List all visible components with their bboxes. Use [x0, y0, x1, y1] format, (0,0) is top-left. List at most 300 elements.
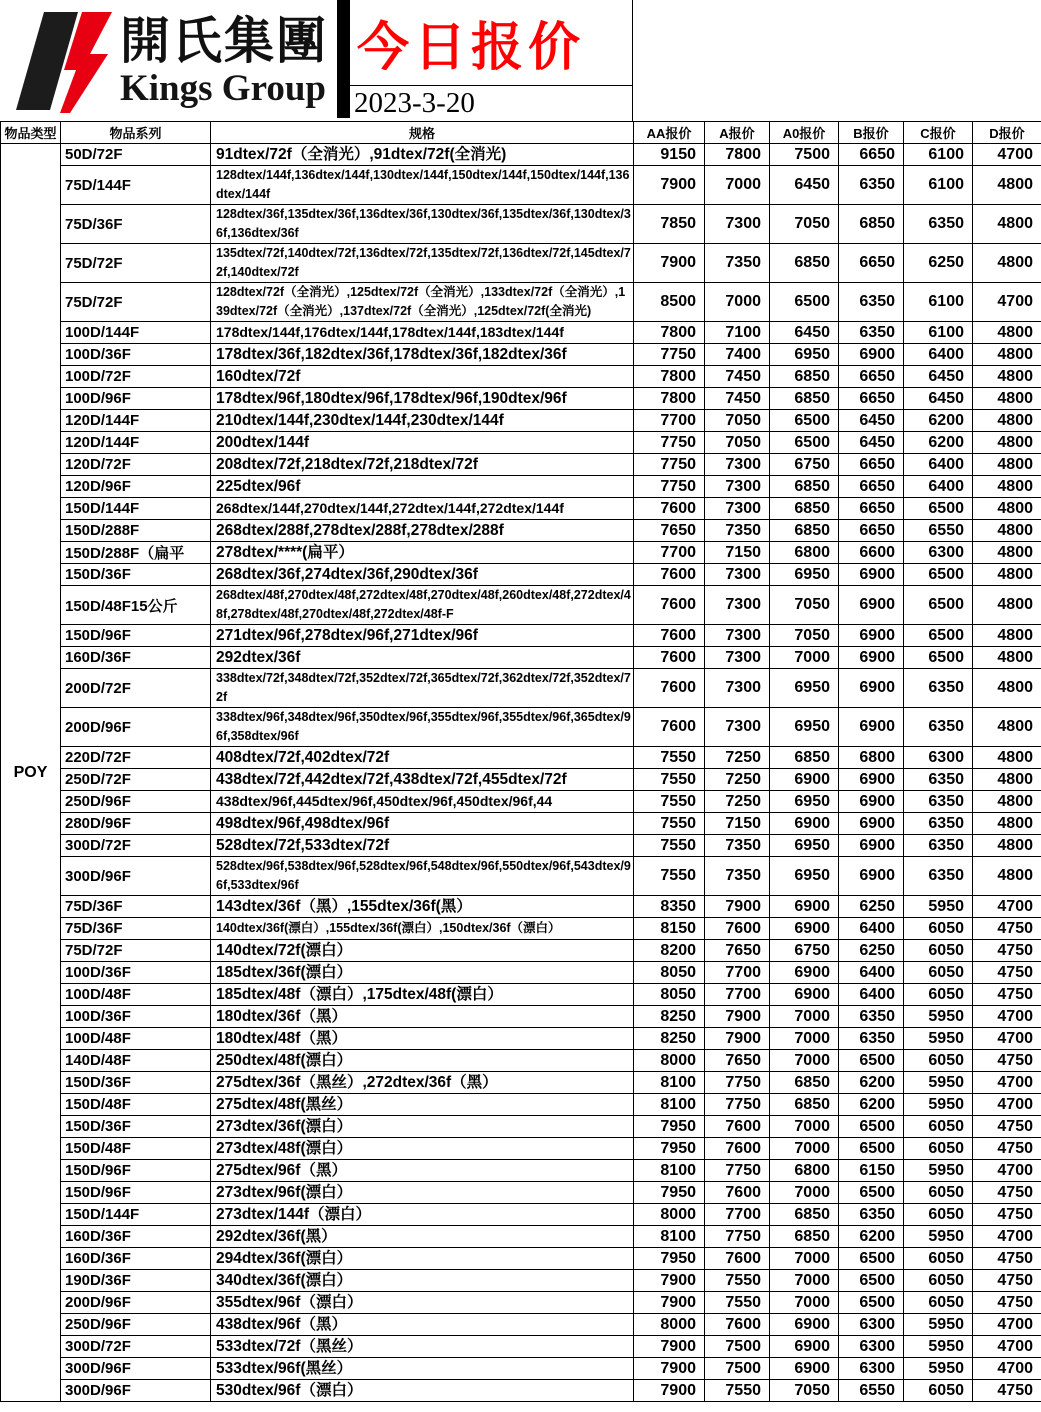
- table-row: [1, 791, 1041, 813]
- price-cell: 6350: [839, 1006, 904, 1028]
- price-cell: 6050: [904, 1182, 973, 1204]
- page-title: 今日报价: [357, 19, 586, 77]
- series-cell: 75D/72F: [61, 244, 211, 283]
- price-cell: 6400: [839, 918, 904, 940]
- table-row: [1, 1270, 1041, 1292]
- price-cell: 4700: [973, 1336, 1041, 1358]
- price-cell: 7900: [705, 1028, 770, 1050]
- price-cell: 4800: [973, 410, 1041, 432]
- price-cell: 6850: [770, 388, 839, 410]
- table-row: [1, 669, 1041, 708]
- table-row: [1, 166, 1041, 205]
- price-cell: 6950: [770, 708, 839, 747]
- column-header-0: 物品类型: [1, 122, 61, 144]
- price-cell: 6800: [839, 747, 904, 769]
- price-cell: 6400: [904, 344, 973, 366]
- spec-cell: 268dtex/36f,274dtex/36f,290dtex/36f: [211, 564, 634, 586]
- price-cell: 7750: [634, 344, 705, 366]
- price-cell: 6300: [904, 747, 973, 769]
- price-cell: 8100: [634, 1072, 705, 1094]
- price-cell: 7150: [705, 542, 770, 564]
- price-cell: 6850: [770, 366, 839, 388]
- price-cell: 6650: [839, 144, 904, 166]
- price-cell: 6800: [770, 1160, 839, 1182]
- price-cell: 7300: [705, 564, 770, 586]
- price-cell: 7550: [705, 1292, 770, 1314]
- price-cell: 6100: [904, 144, 973, 166]
- table-row: [1, 1248, 1041, 1270]
- spec-cell: 268dtex/288f,278dtex/288f,278dtex/288f: [211, 520, 634, 542]
- price-cell: 6350: [839, 283, 904, 322]
- price-cell: 7600: [634, 647, 705, 669]
- price-cell: 7700: [634, 410, 705, 432]
- price-cell: 5950: [904, 1336, 973, 1358]
- price-cell: 5950: [904, 1006, 973, 1028]
- column-header-1: 物品系列: [61, 122, 211, 144]
- table-row: [1, 813, 1041, 835]
- price-cell: 4700: [973, 1094, 1041, 1116]
- price-cell: 7950: [634, 1116, 705, 1138]
- table-row: [1, 1314, 1041, 1336]
- table-row: [1, 476, 1041, 498]
- price-cell: 7600: [705, 918, 770, 940]
- series-cell: 75D/36F: [61, 918, 211, 940]
- spec-cell: 275dtex/36f（黑丝）,272dtex/36f（黑）: [211, 1072, 634, 1094]
- price-cell: 6950: [770, 835, 839, 857]
- price-cell: 7100: [705, 322, 770, 344]
- price-cell: 6450: [839, 410, 904, 432]
- price-cell: 6050: [904, 1248, 973, 1270]
- price-cell: 4800: [973, 205, 1041, 244]
- price-cell: 4750: [973, 1380, 1041, 1402]
- series-cell: 150D/48F: [61, 1094, 211, 1116]
- spec-cell: 128dtex/72f（全消光）,125dtex/72f（全消光）,133dtex/72f（全消光）,139dtex/72f（全消光）,137dtex/72f（全消光）,125dtex/72f(全消光): [211, 283, 634, 322]
- price-cell: 7900: [705, 1006, 770, 1028]
- price-cell: 6750: [770, 454, 839, 476]
- price-cell: 6400: [839, 984, 904, 1006]
- price-cell: 6900: [839, 647, 904, 669]
- price-cell: 8000: [634, 1050, 705, 1072]
- price-cell: 6350: [904, 708, 973, 747]
- price-cell: 4750: [973, 1116, 1041, 1138]
- price-cell: 6900: [770, 813, 839, 835]
- series-cell: 150D/36F: [61, 564, 211, 586]
- column-header-4: A报价: [705, 122, 770, 144]
- price-cell: 6900: [770, 1314, 839, 1336]
- table-row: [1, 322, 1041, 344]
- price-cell: 7800: [634, 366, 705, 388]
- price-cell: 7300: [705, 647, 770, 669]
- price-cell: 7900: [634, 1380, 705, 1402]
- series-cell: 75D/36F: [61, 205, 211, 244]
- table-row: [1, 410, 1041, 432]
- price-cell: 8100: [634, 1226, 705, 1248]
- price-cell: 6050: [904, 918, 973, 940]
- spec-cell: 180dtex/48f（黑）: [211, 1028, 634, 1050]
- price-cell: 4800: [973, 498, 1041, 520]
- spec-cell: 185dtex/36f(漂白）: [211, 962, 634, 984]
- price-cell: 6850: [770, 747, 839, 769]
- price-cell: 4800: [973, 476, 1041, 498]
- price-cell: 6200: [904, 432, 973, 454]
- spec-cell: 178dtex/36f,182dtex/36f,178dtex/36f,182dtex/36f: [211, 344, 634, 366]
- table-row: [1, 747, 1041, 769]
- price-cell: 7900: [634, 1270, 705, 1292]
- spec-cell: 533dtex/96f(黑丝）: [211, 1358, 634, 1380]
- price-cell: 6350: [904, 791, 973, 813]
- table-row: [1, 1072, 1041, 1094]
- price-cell: 5950: [904, 1160, 973, 1182]
- spec-cell: 250dtex/48f(漂白）: [211, 1050, 634, 1072]
- series-cell: 150D/48F: [61, 1138, 211, 1160]
- price-cell: 4750: [973, 1050, 1041, 1072]
- price-cell: 4750: [973, 962, 1041, 984]
- price-cell: 6050: [904, 1270, 973, 1292]
- price-cell: 7650: [705, 1050, 770, 1072]
- series-cell: 100D/36F: [61, 962, 211, 984]
- price-cell: 6100: [904, 166, 973, 205]
- series-cell: 150D/96F: [61, 625, 211, 647]
- price-cell: 6900: [839, 586, 904, 625]
- price-cell: 6050: [904, 940, 973, 962]
- price-cell: 7900: [634, 1358, 705, 1380]
- price-cell: 7000: [770, 647, 839, 669]
- price-cell: 7950: [634, 1182, 705, 1204]
- spec-cell: 498dtex/96f,498dtex/96f: [211, 813, 634, 835]
- price-cell: 7000: [770, 1292, 839, 1314]
- price-cell: 7000: [770, 1182, 839, 1204]
- price-cell: 7600: [634, 586, 705, 625]
- price-cell: 6300: [839, 1336, 904, 1358]
- price-cell: 6950: [770, 791, 839, 813]
- price-cell: 4750: [973, 1204, 1041, 1226]
- table-row: [1, 1336, 1041, 1358]
- price-cell: 4800: [973, 322, 1041, 344]
- price-cell: 4800: [973, 520, 1041, 542]
- price-cell: 4800: [973, 388, 1041, 410]
- price-cell: 6650: [839, 366, 904, 388]
- price-cell: 6500: [839, 1182, 904, 1204]
- table-row: [1, 586, 1041, 625]
- series-cell: 220D/72F: [61, 747, 211, 769]
- spec-cell: 140dtex/36f(漂白）,155dtex/36f(漂白）,150dtex/36f（漂白）: [211, 918, 634, 940]
- price-cell: 6950: [770, 669, 839, 708]
- spec-cell: 273dtex/48f(漂白）: [211, 1138, 634, 1160]
- price-cell: 6900: [839, 344, 904, 366]
- price-cell: 4750: [973, 1248, 1041, 1270]
- table-row: [1, 244, 1041, 283]
- spec-cell: 185dtex/48f（漂白）,175dtex/48f(漂白）: [211, 984, 634, 1006]
- table-row: [1, 454, 1041, 476]
- price-table-body: [1, 144, 1041, 1402]
- price-cell: 4750: [973, 1270, 1041, 1292]
- price-cell: 7600: [634, 669, 705, 708]
- price-cell: 4800: [973, 166, 1041, 205]
- series-cell: 250D/96F: [61, 1314, 211, 1336]
- series-cell: 75D/36F: [61, 896, 211, 918]
- price-cell: 6500: [770, 432, 839, 454]
- price-cell: 7600: [705, 1314, 770, 1336]
- price-cell: 4800: [973, 244, 1041, 283]
- series-cell: 150D/36F: [61, 1072, 211, 1094]
- price-cell: 7550: [634, 791, 705, 813]
- price-cell: 7050: [705, 410, 770, 432]
- price-cell: 6850: [770, 1072, 839, 1094]
- price-cell: 6200: [839, 1226, 904, 1248]
- price-cell: 4700: [973, 1314, 1041, 1336]
- price-cell: 7050: [770, 1380, 839, 1402]
- spec-cell: 408dtex/72f,402dtex/72f: [211, 747, 634, 769]
- price-cell: 7850: [634, 205, 705, 244]
- price-cell: 7950: [634, 1248, 705, 1270]
- price-cell: 8000: [634, 1204, 705, 1226]
- price-cell: 7500: [705, 1336, 770, 1358]
- price-cell: 6900: [770, 962, 839, 984]
- table-row: [1, 520, 1041, 542]
- series-cell: 75D/144F: [61, 166, 211, 205]
- price-cell: 6500: [904, 586, 973, 625]
- price-cell: 7400: [705, 344, 770, 366]
- series-cell: 160D/36F: [61, 647, 211, 669]
- series-cell: 300D/96F: [61, 1358, 211, 1380]
- price-cell: 6350: [839, 322, 904, 344]
- spec-cell: 268dtex/48f,270dtex/48f,272dtex/48f,270dtex/48f,260dtex/48f,272dtex/48f,278dtex/48f,270dtex/48f,272dtex/48f-F: [211, 586, 634, 625]
- price-cell: 6350: [839, 166, 904, 205]
- price-cell: 7050: [770, 625, 839, 647]
- price-cell: 7050: [770, 205, 839, 244]
- logo-chinese-name: 開氏集團: [120, 12, 328, 69]
- price-cell: 6650: [839, 520, 904, 542]
- column-header-6: B报价: [839, 122, 904, 144]
- price-cell: 8100: [634, 1160, 705, 1182]
- price-cell: 9150: [634, 144, 705, 166]
- price-cell: 7550: [634, 835, 705, 857]
- quote-date: 2023-3-20: [354, 87, 475, 119]
- kings-group-logo: [0, 0, 337, 121]
- price-cell: 6650: [839, 498, 904, 520]
- price-cell: 6050: [904, 1380, 973, 1402]
- series-cell: 250D/96F: [61, 791, 211, 813]
- price-cell: 6050: [904, 1050, 973, 1072]
- price-cell: 7700: [705, 984, 770, 1006]
- column-header-3: AA报价: [634, 122, 705, 144]
- price-cell: 7300: [705, 669, 770, 708]
- price-cell: 7300: [705, 708, 770, 747]
- price-cell: 7650: [634, 520, 705, 542]
- price-cell: 5950: [904, 1094, 973, 1116]
- price-cell: 7800: [634, 322, 705, 344]
- table-row: [1, 344, 1041, 366]
- price-cell: 7000: [705, 283, 770, 322]
- spec-cell: 528dtex/96f,538dtex/96f,528dtex/96f,548dtex/96f,550dtex/96f,543dtex/96f,533dtex/96f: [211, 857, 634, 896]
- price-cell: 7250: [705, 769, 770, 791]
- series-cell: 150D/144F: [61, 498, 211, 520]
- spec-cell: 294dtex/36f(漂白）: [211, 1248, 634, 1270]
- series-cell: 200D/72F: [61, 669, 211, 708]
- spec-cell: 273dtex/96f(漂白）: [211, 1182, 634, 1204]
- table-row: [1, 432, 1041, 454]
- price-cell: 6250: [839, 896, 904, 918]
- price-cell: 6850: [770, 244, 839, 283]
- price-cell: 6150: [839, 1160, 904, 1182]
- price-cell: 7000: [770, 1006, 839, 1028]
- table-row: [1, 984, 1041, 1006]
- series-cell: 190D/36F: [61, 1270, 211, 1292]
- series-cell: 50D/72F: [61, 144, 211, 166]
- table-row: [1, 1160, 1041, 1182]
- price-cell: 7550: [634, 747, 705, 769]
- price-cell: 6850: [770, 498, 839, 520]
- price-cell: 6850: [770, 1094, 839, 1116]
- price-cell: 4800: [973, 708, 1041, 747]
- price-cell: 7300: [705, 205, 770, 244]
- spec-cell: 273dtex/36f(漂白）: [211, 1116, 634, 1138]
- date-cell: [350, 86, 632, 121]
- header-divider-bar: [337, 0, 350, 118]
- price-cell: 5950: [904, 1028, 973, 1050]
- table-row: [1, 366, 1041, 388]
- price-cell: 7300: [705, 498, 770, 520]
- price-cell: 4750: [973, 984, 1041, 1006]
- price-cell: 6500: [904, 625, 973, 647]
- price-cell: 7300: [705, 625, 770, 647]
- price-cell: 6050: [904, 1292, 973, 1314]
- spec-cell: 225dtex/96f: [211, 476, 634, 498]
- column-header-8: D报价: [973, 122, 1041, 144]
- price-cell: 4800: [973, 586, 1041, 625]
- header-empty-area: [633, 0, 1041, 121]
- price-cell: 6500: [839, 1270, 904, 1292]
- price-cell: 6200: [904, 410, 973, 432]
- price-cell: 4800: [973, 366, 1041, 388]
- series-cell: 150D/36F: [61, 1116, 211, 1138]
- spec-cell: 438dtex/72f,442dtex/72f,438dtex/72f,455dtex/72f: [211, 769, 634, 791]
- table-row: [1, 769, 1041, 791]
- spec-cell: 135dtex/72f,140dtex/72f,136dtex/72f,135dtex/72f,136dtex/72f,145dtex/72f,140dtex/72f: [211, 244, 634, 283]
- table-row: [1, 647, 1041, 669]
- price-cell: 4800: [973, 669, 1041, 708]
- spec-cell: 210dtex/144f,230dtex/144f,230dtex/144f: [211, 410, 634, 432]
- spec-cell: 275dtex/48f(黑丝）: [211, 1094, 634, 1116]
- price-cell: 6350: [839, 1204, 904, 1226]
- table-row: [1, 1204, 1041, 1226]
- price-cell: 4800: [973, 542, 1041, 564]
- price-cell: 6650: [839, 244, 904, 283]
- price-cell: 6350: [904, 857, 973, 896]
- price-cell: 4800: [973, 747, 1041, 769]
- price-cell: 7900: [705, 896, 770, 918]
- price-cell: 6050: [904, 1116, 973, 1138]
- series-cell: 75D/72F: [61, 940, 211, 962]
- price-cell: 7750: [634, 432, 705, 454]
- price-cell: 6500: [904, 498, 973, 520]
- price-cell: 7350: [705, 520, 770, 542]
- price-cell: 6900: [839, 625, 904, 647]
- price-cell: 6600: [839, 542, 904, 564]
- spec-cell: 143dtex/36f（黑）,155dtex/36f(黑）: [211, 896, 634, 918]
- price-cell: 7300: [705, 454, 770, 476]
- table-row: [1, 1050, 1041, 1072]
- price-cell: 6450: [770, 322, 839, 344]
- price-cell: 6900: [839, 791, 904, 813]
- price-cell: 6850: [770, 476, 839, 498]
- table-row: [1, 962, 1041, 984]
- price-cell: 7800: [705, 144, 770, 166]
- price-cell: 6400: [839, 962, 904, 984]
- series-cell: 120D/96F: [61, 476, 211, 498]
- series-cell: 300D/72F: [61, 835, 211, 857]
- price-cell: 5950: [904, 1314, 973, 1336]
- spec-cell: 178dtex/96f,180dtex/96f,178dtex/96f,190dtex/96f: [211, 388, 634, 410]
- price-cell: 8350: [634, 896, 705, 918]
- table-row: [1, 1138, 1041, 1160]
- table-row: [1, 1094, 1041, 1116]
- price-cell: 6500: [904, 564, 973, 586]
- price-cell: 4750: [973, 918, 1041, 940]
- spec-cell: 338dtex/72f,348dtex/72f,352dtex/72f,365dtex/72f,362dtex/72f,352dtex/72f: [211, 669, 634, 708]
- price-cell: 6850: [839, 205, 904, 244]
- table-row: [1, 144, 1041, 166]
- spec-cell: 278dtex/****(扁平）: [211, 542, 634, 564]
- price-cell: 7600: [634, 564, 705, 586]
- price-cell: 7900: [634, 1292, 705, 1314]
- price-cell: 6900: [839, 813, 904, 835]
- price-cell: 6050: [904, 962, 973, 984]
- column-header-7: C报价: [904, 122, 973, 144]
- series-cell: 100D/48F: [61, 984, 211, 1006]
- title-block: [350, 0, 633, 121]
- series-cell: 100D/36F: [61, 1006, 211, 1028]
- price-cell: 6450: [839, 432, 904, 454]
- price-cell: 6800: [770, 542, 839, 564]
- price-cell: 4800: [973, 647, 1041, 669]
- price-cell: 7250: [705, 791, 770, 813]
- price-cell: 6050: [904, 984, 973, 1006]
- price-cell: 6950: [770, 857, 839, 896]
- spec-cell: 180dtex/36f（黑）: [211, 1006, 634, 1028]
- price-cell: 7150: [705, 813, 770, 835]
- spec-cell: 128dtex/144f,136dtex/144f,130dtex/144f,150dtex/144f,150dtex/144f,136dtex/144f: [211, 166, 634, 205]
- series-cell: 150D/48F15公斤: [61, 586, 211, 625]
- price-cell: 4700: [973, 144, 1041, 166]
- price-cell: 7600: [705, 1248, 770, 1270]
- price-cell: 6250: [839, 940, 904, 962]
- spec-cell: 438dtex/96f,445dtex/96f,450dtex/96f,450dtex/96f,44: [211, 791, 634, 813]
- price-cell: 8200: [634, 940, 705, 962]
- price-cell: 6500: [770, 283, 839, 322]
- price-cell: 8500: [634, 283, 705, 322]
- table-row: [1, 388, 1041, 410]
- price-cell: 7000: [770, 1050, 839, 1072]
- price-cell: 4800: [973, 791, 1041, 813]
- spec-cell: 268dtex/144f,270dtex/144f,272dtex/144f,272dtex/144f: [211, 498, 634, 520]
- table-row: [1, 896, 1041, 918]
- spec-cell: 292dtex/36f(黑）: [211, 1226, 634, 1248]
- price-cell: 8250: [634, 1028, 705, 1050]
- series-cell: 300D/96F: [61, 1380, 211, 1402]
- price-cell: 7000: [770, 1116, 839, 1138]
- price-cell: 6900: [839, 708, 904, 747]
- price-cell: 8050: [634, 984, 705, 1006]
- table-row: [1, 205, 1041, 244]
- table-header-row: [1, 122, 1041, 144]
- series-cell: 300D/96F: [61, 857, 211, 896]
- series-cell: 120D/144F: [61, 432, 211, 454]
- price-cell: 6450: [904, 388, 973, 410]
- price-cell: 7000: [770, 1248, 839, 1270]
- table-row: [1, 283, 1041, 322]
- price-cell: 4700: [973, 1160, 1041, 1182]
